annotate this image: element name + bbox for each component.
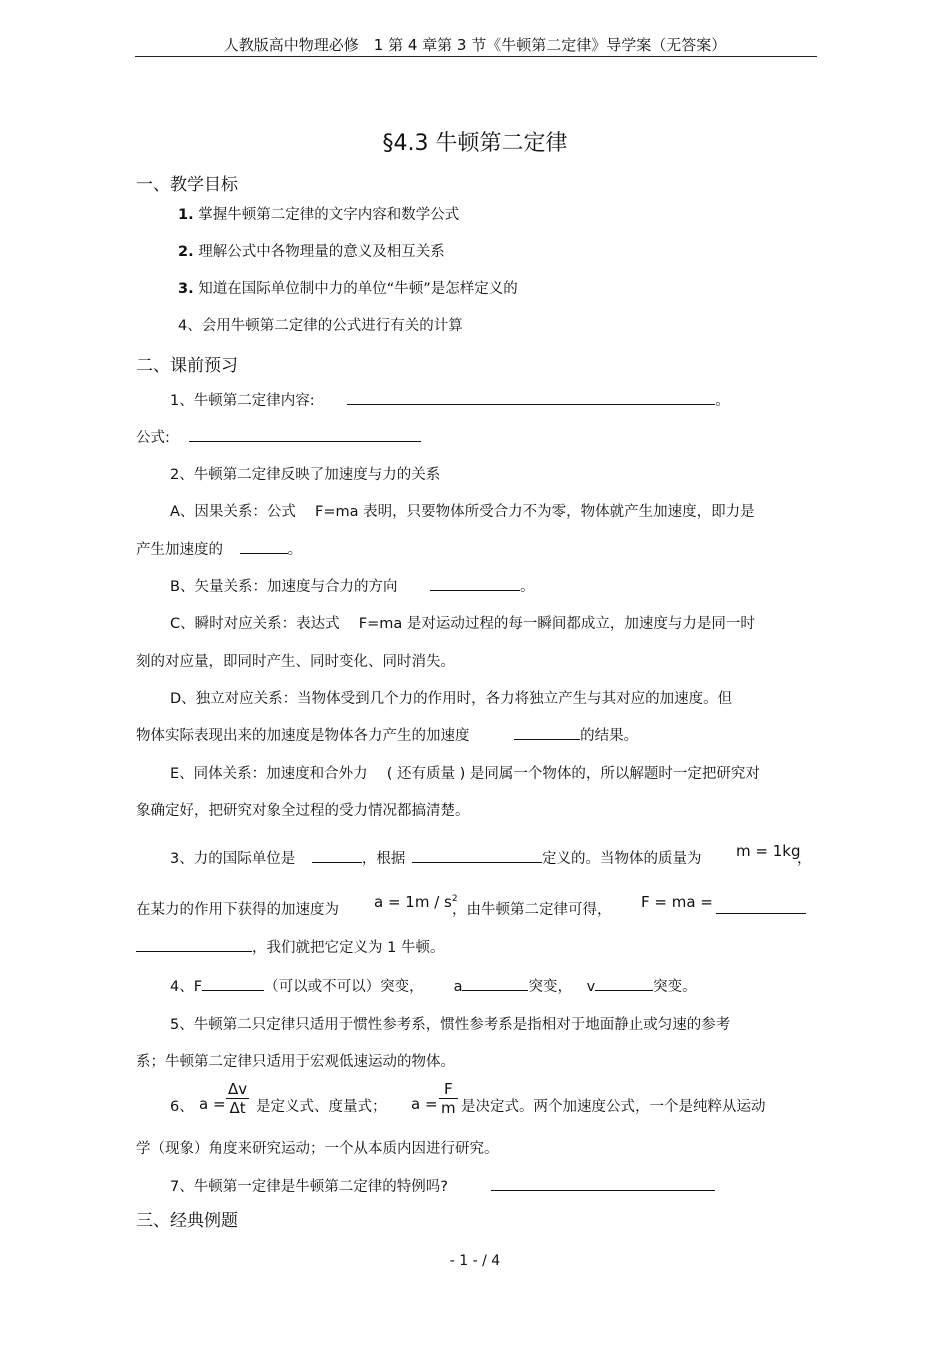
answer-blank[interactable] — [595, 975, 653, 991]
punctuation: ， — [797, 851, 812, 867]
question-4 — [170, 975, 697, 996]
relation-e-line2: 象确定好，把研究对象全过程的受力情况都搞清楚。 — [136, 803, 470, 819]
answer-blank[interactable] — [240, 538, 288, 554]
question-5-line2: 系；牛顿第二定律只适用于宏观低速运动的物体。 — [136, 1054, 455, 1070]
question-text: 3、力的国际单位是 — [170, 851, 296, 867]
answer-blank[interactable] — [412, 847, 542, 863]
question-3-line2: 在某力的作用下获得的加速度为 — [136, 902, 339, 918]
question-text: ，根据 — [361, 851, 406, 867]
relation-d-line1: D、独立对应关系：当物体受到几个力的作用时，各力将独立产生与其对应的加速度。但 — [170, 691, 733, 707]
answer-blank[interactable] — [491, 1175, 715, 1191]
question-text: ，我们就把它定义为 1 牛顿。 — [252, 940, 445, 956]
question-3-line3 — [136, 936, 444, 957]
question-text: 的结果。 — [580, 728, 639, 744]
goal-item — [178, 203, 459, 224]
question-6-line2: 学（现象）角度来研究运动；一个从本质内因进行研究。 — [136, 1141, 499, 1157]
question-text: 公式: — [136, 430, 170, 446]
section-heading-examples: 三、经典例题 — [136, 1211, 238, 1231]
question-text: B、矢量关系：加速度与合力的方向 — [170, 579, 398, 595]
question-text: （可以或不可以）突变， — [264, 979, 424, 995]
section-heading-preview: 二、课前预习 — [136, 356, 238, 376]
relation-a-line1: A、因果关系：公式 F=ma 表明，只要物体所受合力不为零，物体就产生加速度，即力是 — [170, 504, 755, 520]
question-text: 突变， — [528, 979, 572, 995]
question-text: 7、牛顿第一定律是牛顿第二定律的特例吗? — [170, 1179, 448, 1195]
accel-decision-lhs: a = — [411, 1095, 438, 1113]
question-text: 。 — [715, 393, 730, 409]
relation-c-line2: 刻的对应量，即同时产生、同时变化、同时消失。 — [136, 654, 455, 670]
section-heading-goals: 一、教学目标 — [136, 175, 238, 195]
page-number: - 1 - / 4 — [449, 1253, 501, 1269]
accel-definition-lhs: a = — [199, 1095, 226, 1113]
goal-item — [178, 277, 518, 298]
goal-number: 1. — [178, 207, 194, 223]
answer-blank[interactable] — [347, 389, 715, 405]
question-text: 定义的。当物体的质量为 — [541, 851, 702, 867]
fraction-dv-dt — [226, 1080, 249, 1117]
fraction-f-m — [439, 1080, 458, 1117]
goal-text: 掌握牛顿第二定律的文字内容和数学公式 — [198, 207, 460, 223]
answer-blank[interactable] — [202, 975, 264, 991]
relation-e-line1: E、同体关系：加速度和合外力 ( 还有质量 ) 是同属一个物体的，所以解题时一定把研究对 — [170, 766, 760, 782]
question-6-mid: 是定义式、度量式； — [256, 1099, 387, 1115]
relation-d-line2 — [136, 724, 638, 745]
answer-blank[interactable] — [136, 936, 252, 952]
force-formula: F = ma = — [641, 893, 713, 911]
goal-item — [178, 240, 445, 261]
document-title: §4.3 牛顿第二定律 — [382, 131, 568, 156]
answer-blank[interactable] — [312, 847, 362, 863]
answer-blank[interactable] — [514, 724, 580, 740]
question-2: 2、牛顿第二定律反映了加速度与力的关系 — [170, 467, 441, 483]
page-header: 人教版高中物理必修 1 第 4 章第 3 节《牛顿第二定律》导学案（无答案） — [223, 36, 727, 54]
mass-formula: m = 1kg — [736, 842, 801, 860]
answer-blank[interactable] — [189, 426, 421, 442]
question-6-number: 6、 — [170, 1099, 194, 1115]
question-text: a — [453, 979, 463, 995]
exponent: 2 — [451, 894, 458, 904]
numerator: Δv — [228, 1080, 248, 1098]
goal-text: 理解公式中各物理量的意义及相互关系 — [198, 244, 445, 260]
question-text: v — [586, 979, 596, 995]
goal-number: 2. — [178, 244, 194, 260]
relation-b — [170, 575, 535, 596]
question-text: 。 — [520, 579, 535, 595]
question-text: 产生加速度的 — [136, 542, 223, 558]
question-text: 1、牛顿第二定律内容: — [170, 393, 315, 409]
relation-c-line1: C、瞬时对应关系：表达式 F=ma 是对运动过程的每一瞬间都成立，加速度与力是同一时 — [170, 616, 755, 632]
formula-text: a = 1m / s — [374, 893, 452, 911]
denominator: Δt — [229, 1099, 246, 1117]
goal-text: 知道在国际单位制中力的单位“牛顿”是怎样定义的 — [198, 281, 518, 297]
question-5-line1: 5、牛顿第二只定律只适用于惯性参考系，惯性参考系是指相对于地面静止或匀速的参考 — [170, 1017, 731, 1033]
formula-line — [136, 426, 421, 447]
header-rule — [135, 56, 817, 57]
question-6-end: 是决定式。两个加速度公式，一个是纯粹从运动 — [461, 1099, 766, 1115]
answer-blank[interactable] — [462, 975, 528, 991]
goal-number: 3. — [178, 281, 194, 297]
answer-blank[interactable] — [716, 898, 806, 914]
relation-a-line2 — [136, 538, 302, 559]
question-3-line1 — [170, 847, 701, 868]
question-1 — [170, 389, 730, 410]
question-text: 4、F — [170, 979, 203, 995]
question-3-line2b: ，由牛顿第二定律可得， — [452, 902, 612, 918]
question-text: 。 — [287, 542, 303, 558]
question-text: 突变。 — [653, 979, 697, 995]
numerator: F — [439, 1080, 458, 1099]
goal-text: 会用牛顿第二定律的公式进行有关的计算 — [201, 318, 463, 334]
answer-blank[interactable] — [430, 575, 520, 591]
denominator: m — [441, 1099, 456, 1117]
question-7 — [170, 1175, 715, 1196]
goal-item — [178, 314, 463, 335]
acceleration-formula — [374, 893, 458, 911]
question-text: 物体实际表现出来的加速度是物体各力产生的加速度 — [136, 728, 470, 744]
goal-number: 4、 — [178, 318, 202, 334]
